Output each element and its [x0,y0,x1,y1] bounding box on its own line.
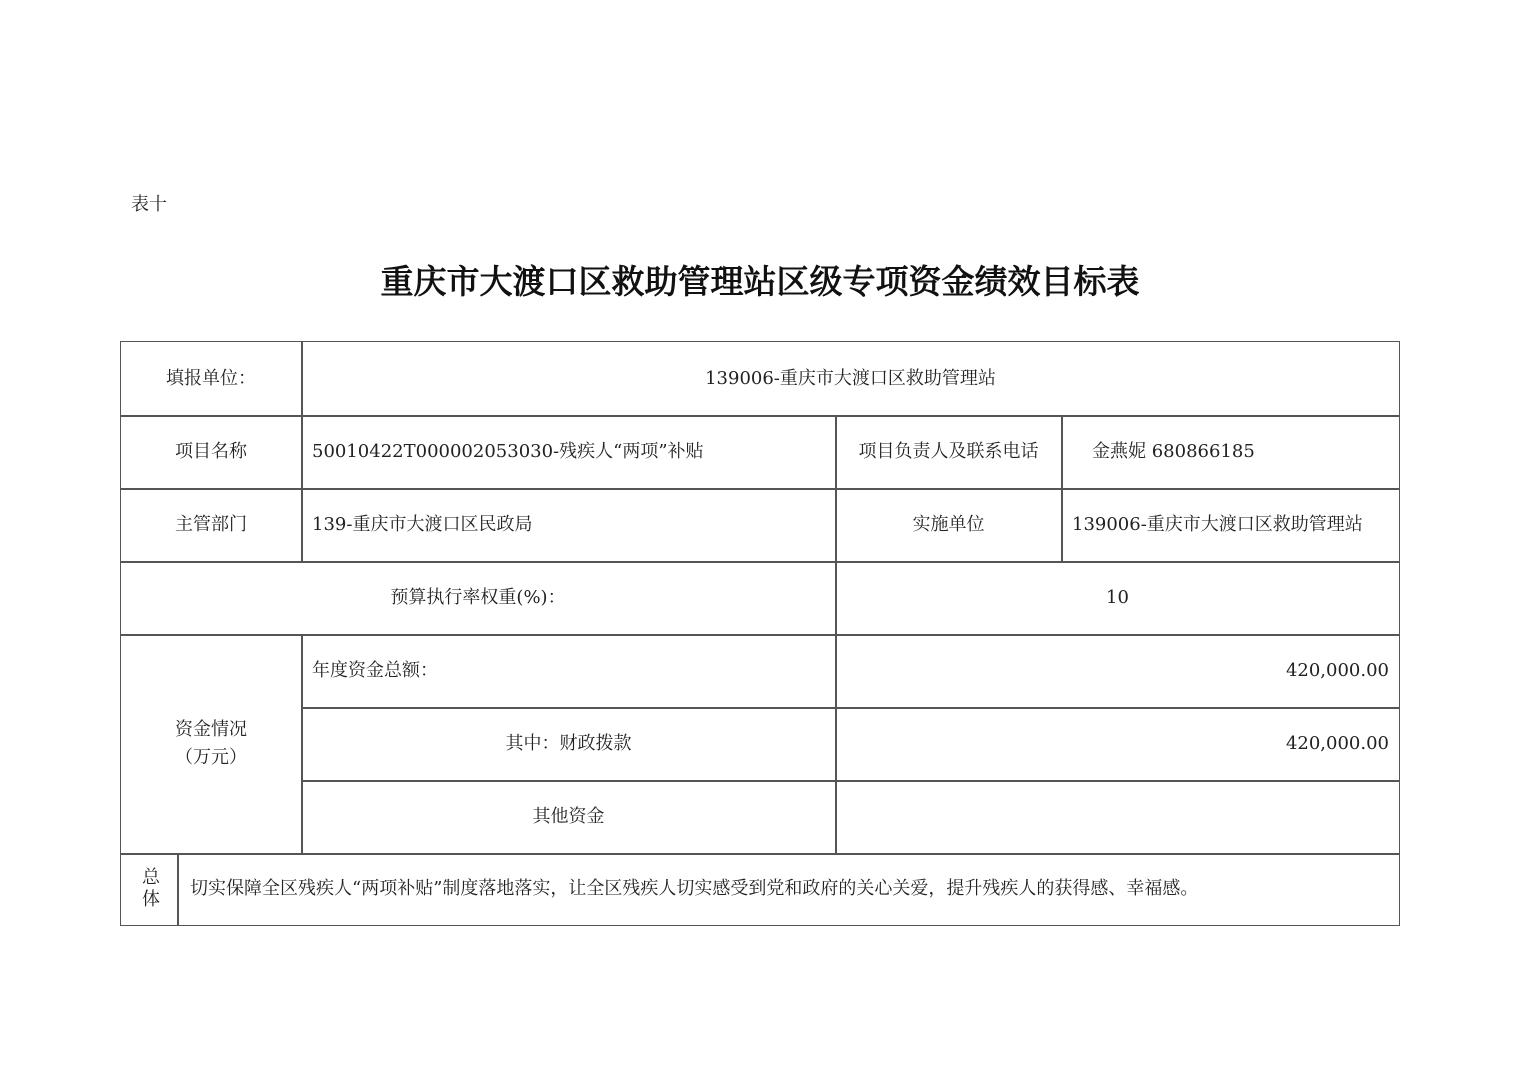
overall-goal-text: 切实保障全区残疾人“两项补贴”制度落地落实，让全区残疾人切实感受到党和政府的关心关爱，提升残疾人的获得感、幸福感。 [190,878,1199,899]
fiscal-label: 其中：财政拨款 [505,732,632,754]
annual-total-value: 420,000.00 [1285,659,1389,681]
project-lead-label: 项目负责人及联系电话 [858,440,1039,462]
budget-weight-label: 预算执行率权重(%)： [390,586,566,608]
fiscal-value: 420,000.00 [1285,732,1389,754]
overall-goal-label [121,853,177,925]
funding-label [121,634,301,853]
project-name-label: 项目名称 [175,440,247,462]
reporting-unit-label: 填报单位： [166,367,256,389]
performance-target-table [120,341,1400,926]
document-title: 重庆市大渡口区救助管理站区级专项资金绩效目标表 [380,262,1140,301]
budget-weight-value: 10 [1106,586,1129,608]
implementer-label: 实施单位 [912,513,985,535]
annual-total-label: 年度资金总额： [312,659,438,681]
table-number-label: 表十 [131,194,167,215]
project-lead-value: 金燕妮 680866185 [1092,440,1255,462]
other-funds-value [836,780,1399,853]
department-label: 主管部门 [175,513,247,535]
funding-label-line1: 资金情况 [175,718,247,740]
reporting-unit-value: 139006-重庆市大渡口区救助管理站 [705,367,996,389]
funding-label-line2: （万元） [175,746,247,768]
overall-goal-label-text: 总体 [139,867,160,911]
department-value: 139-重庆市大渡口区民政局 [312,513,533,535]
implementer-value: 139006-重庆市大渡口区救助管理站 [1072,513,1363,535]
project-name-value: 50010422T000002053030-残疾人“两项”补贴 [312,440,704,462]
other-funds-label: 其他资金 [532,805,605,827]
